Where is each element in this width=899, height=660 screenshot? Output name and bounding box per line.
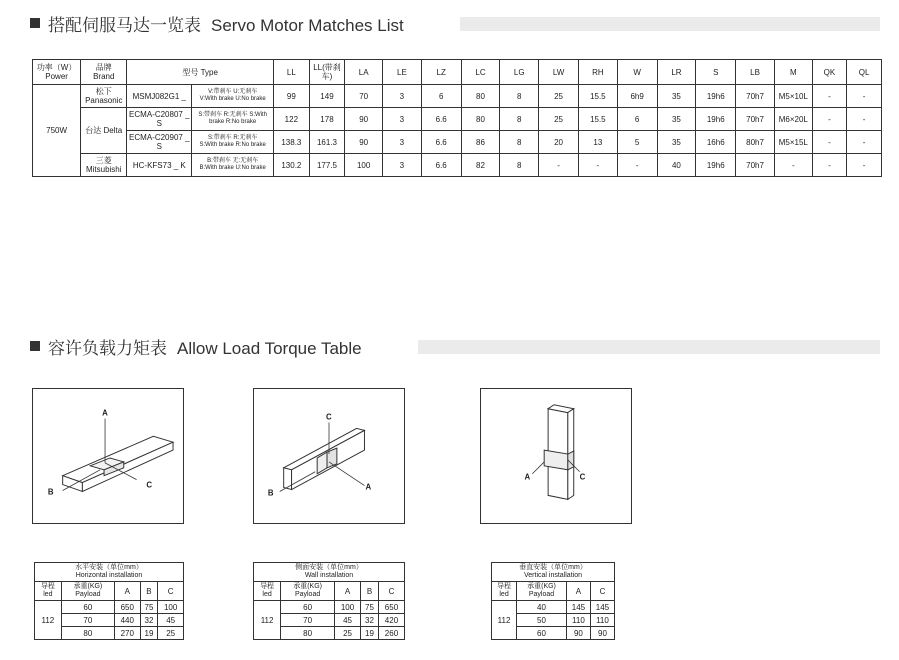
value-cell: 161.3 (309, 131, 345, 154)
value-cell: 178 (309, 108, 345, 131)
section-header-torque (30, 334, 880, 358)
value-cell: 82 (461, 154, 500, 177)
value-cell: 6.6 (421, 131, 461, 154)
value-cell: 90 (345, 108, 383, 131)
brake-cell: S:带刹车 R:无刹车 S:With brake R:No brake (192, 131, 274, 154)
value-cell: 3 (383, 85, 422, 108)
value-cell: 100 (335, 601, 361, 614)
section-title-cn: 搭配伺服马达一览表 (48, 15, 201, 35)
value-cell: 13 (578, 131, 617, 154)
payload-header: 承重(KG) Payload (281, 582, 335, 601)
model-cell: HC-KFS73 _ K (127, 154, 192, 177)
value-cell: 8 (500, 85, 539, 108)
payload-header: 承重(KG) Payload (517, 582, 567, 601)
value-cell: 80 (281, 627, 335, 640)
header-col: LW (539, 60, 579, 85)
table-header-row (33, 60, 882, 85)
section-header-servo (30, 11, 880, 35)
power-cell: 750W (33, 85, 81, 177)
lead-header: 导程 led (35, 582, 62, 601)
value-cell: 6.6 (421, 154, 461, 177)
bullet-square-icon (30, 341, 40, 351)
col-header: A (566, 582, 590, 601)
col-header: B (140, 582, 158, 601)
value-cell: - (847, 85, 882, 108)
model-cell: ECMA-C20807 _ S (127, 108, 192, 131)
header-col: QL (847, 60, 882, 85)
value-cell: 70h7 (736, 154, 775, 177)
value-cell: 110 (566, 614, 590, 627)
col-header: B (361, 582, 379, 601)
value-cell: 100 (345, 154, 383, 177)
table-row (492, 601, 615, 614)
lead-header: 导程 led (254, 582, 281, 601)
lead-cell: 112 (35, 601, 62, 640)
value-cell: 86 (461, 131, 500, 154)
label-b: B (267, 488, 274, 498)
label-c: C (326, 412, 332, 422)
header-col: RH (578, 60, 617, 85)
brake-cell: B:带刹车 无:无刹车 B:With brake U:No brake (192, 154, 274, 177)
value-cell: 6.6 (421, 108, 461, 131)
table-row (33, 85, 882, 108)
value-cell: 145 (590, 601, 614, 614)
value-cell: 440 (114, 614, 140, 627)
value-cell: 19h6 (696, 85, 736, 108)
value-cell: M5×15L (774, 131, 812, 154)
value-cell: 40 (657, 154, 696, 177)
value-cell: - (812, 154, 847, 177)
brake-cell: S:带刹车 R:无刹车 S:With brake R:No brake (192, 108, 274, 131)
lead-header: 导程 led (492, 582, 517, 601)
section-title (48, 11, 404, 36)
load-table-horizontal (34, 562, 184, 640)
value-cell: 270 (114, 627, 140, 640)
value-cell: 260 (378, 627, 404, 640)
caption-row (254, 563, 405, 582)
caption-row (35, 563, 184, 582)
value-cell: 90 (345, 131, 383, 154)
header-bar (418, 340, 880, 354)
payload-header: 承重(KG) Payload (61, 582, 114, 601)
value-cell: 145 (566, 601, 590, 614)
value-cell: 122 (274, 108, 310, 131)
value-cell: 32 (361, 614, 379, 627)
value-cell: 25 (158, 627, 184, 640)
col-header: C (378, 582, 404, 601)
wall-installation-diagram (254, 389, 404, 523)
value-cell: 70 (61, 614, 114, 627)
header-row (35, 582, 184, 601)
header-col: QK (812, 60, 847, 85)
diagram-horizontal (32, 388, 184, 524)
header-brand: 品牌 Brand (81, 60, 127, 85)
value-cell: 40 (517, 601, 567, 614)
value-cell: 110 (590, 614, 614, 627)
col-header: A (335, 582, 361, 601)
value-cell: - (847, 131, 882, 154)
value-cell: 16h6 (696, 131, 736, 154)
value-cell: 35 (657, 108, 696, 131)
label-a: A (365, 482, 372, 492)
value-cell: - (617, 154, 657, 177)
value-cell: 650 (114, 601, 140, 614)
value-cell: 80 (461, 85, 500, 108)
value-cell: - (812, 131, 847, 154)
value-cell: 75 (361, 601, 379, 614)
label-c: C (579, 472, 586, 482)
value-cell: 3 (383, 154, 422, 177)
header-col: LC (461, 60, 500, 85)
lead-cell: 112 (254, 601, 281, 640)
value-cell: 80h7 (736, 131, 775, 154)
table-row (33, 108, 882, 131)
value-cell: 32 (140, 614, 158, 627)
table-row (35, 601, 184, 614)
label-a: A (524, 472, 531, 482)
value-cell: 19h6 (696, 108, 736, 131)
value-cell: 15.5 (578, 108, 617, 131)
header-col: LL (274, 60, 310, 85)
value-cell: 138.3 (274, 131, 310, 154)
value-cell: M6×20L (774, 108, 812, 131)
header-col: LZ (421, 60, 461, 85)
lead-cell: 112 (492, 601, 517, 640)
vertical-installation-diagram (481, 389, 631, 523)
label-a: A (102, 408, 108, 418)
value-cell: 19h6 (696, 154, 736, 177)
value-cell: 45 (335, 614, 361, 627)
value-cell: 8 (500, 131, 539, 154)
table-row (254, 601, 405, 614)
header-col: LE (383, 60, 422, 85)
table-row (33, 131, 882, 154)
header-col: LG (500, 60, 539, 85)
value-cell: - (774, 154, 812, 177)
diagram-wall (253, 388, 405, 524)
brand-cell: 三菱 Mitsubishi (81, 154, 127, 177)
load-table-caption: 垂直安装（单位mm） Vertical installation (492, 563, 615, 582)
header-col: LB (736, 60, 775, 85)
load-table-caption: 侧面安装（单位mm） Wall installation (254, 563, 405, 582)
value-cell: 3 (383, 108, 422, 131)
col-header: C (158, 582, 184, 601)
header-col: S (696, 60, 736, 85)
value-cell: 60 (281, 601, 335, 614)
value-cell: 70 (281, 614, 335, 627)
bullet-square-icon (30, 18, 40, 28)
header-bar (460, 17, 880, 31)
value-cell: 8 (500, 108, 539, 131)
value-cell: - (578, 154, 617, 177)
value-cell: 177.5 (309, 154, 345, 177)
value-cell: 20 (539, 131, 579, 154)
value-cell: 99 (274, 85, 310, 108)
load-table-vertical (491, 562, 615, 640)
header-col: W (617, 60, 657, 85)
brand-cell: 台达 Delta (81, 108, 127, 154)
value-cell: 75 (140, 601, 158, 614)
value-cell: 650 (378, 601, 404, 614)
model-cell: MSMJ082G1 _ (127, 85, 192, 108)
model-cell: ECMA-C20907 _ S (127, 131, 192, 154)
value-cell: - (812, 85, 847, 108)
value-cell: - (539, 154, 579, 177)
value-cell: 8 (500, 154, 539, 177)
value-cell: 19 (361, 627, 379, 640)
header-row (492, 582, 615, 601)
horizontal-installation-diagram (33, 389, 183, 523)
value-cell: 420 (378, 614, 404, 627)
value-cell: 25 (335, 627, 361, 640)
value-cell: 3 (383, 131, 422, 154)
header-col: LR (657, 60, 696, 85)
label-b: B (47, 487, 54, 497)
diagram-vertical (480, 388, 632, 524)
value-cell: - (847, 154, 882, 177)
header-col: LL(带刹车) (309, 60, 345, 85)
brand-cell: 松下 Panasonic (81, 85, 127, 108)
value-cell: 25 (539, 85, 579, 108)
value-cell: - (812, 108, 847, 131)
value-cell: 60 (517, 627, 567, 640)
load-table-caption: 水平安装（单位mm） Horizontal installation (35, 563, 184, 582)
section-title-cn: 容许负载力矩表 (48, 338, 167, 358)
header-col: M (774, 60, 812, 85)
value-cell: 70 (345, 85, 383, 108)
value-cell: 15.5 (578, 85, 617, 108)
value-cell: - (847, 108, 882, 131)
label-c: C (146, 480, 153, 490)
value-cell: 100 (158, 601, 184, 614)
servo-motor-table (32, 59, 882, 177)
value-cell: 45 (158, 614, 184, 627)
value-cell: 6h9 (617, 85, 657, 108)
value-cell: 70h7 (736, 85, 775, 108)
table-row (33, 154, 882, 177)
value-cell: 35 (657, 131, 696, 154)
value-cell: 70h7 (736, 108, 775, 131)
value-cell: 130.2 (274, 154, 310, 177)
value-cell: 80 (461, 108, 500, 131)
header-row (254, 582, 405, 601)
section-title-en: Allow Load Torque Table (177, 338, 362, 358)
value-cell: 60 (61, 601, 114, 614)
brake-cell: V:带刹车 U:无刹车 V:With brake U:No brake (192, 85, 274, 108)
section-title (48, 334, 362, 359)
value-cell: 149 (309, 85, 345, 108)
value-cell: 6 (421, 85, 461, 108)
value-cell: 80 (61, 627, 114, 640)
value-cell: 25 (539, 108, 579, 131)
section-title-en: Servo Motor Matches List (211, 15, 404, 35)
value-cell: 19 (140, 627, 158, 640)
col-header: C (590, 582, 614, 601)
value-cell: 35 (657, 85, 696, 108)
header-power: 功率（W） Power (33, 60, 81, 85)
header-type: 型号 Type (127, 60, 274, 85)
load-table-wall (253, 562, 405, 640)
value-cell: 50 (517, 614, 567, 627)
caption-row (492, 563, 615, 582)
col-header: A (114, 582, 140, 601)
value-cell: 5 (617, 131, 657, 154)
value-cell: 90 (590, 627, 614, 640)
value-cell: 6 (617, 108, 657, 131)
value-cell: 90 (566, 627, 590, 640)
value-cell: M5×10L (774, 85, 812, 108)
header-col: LA (345, 60, 383, 85)
